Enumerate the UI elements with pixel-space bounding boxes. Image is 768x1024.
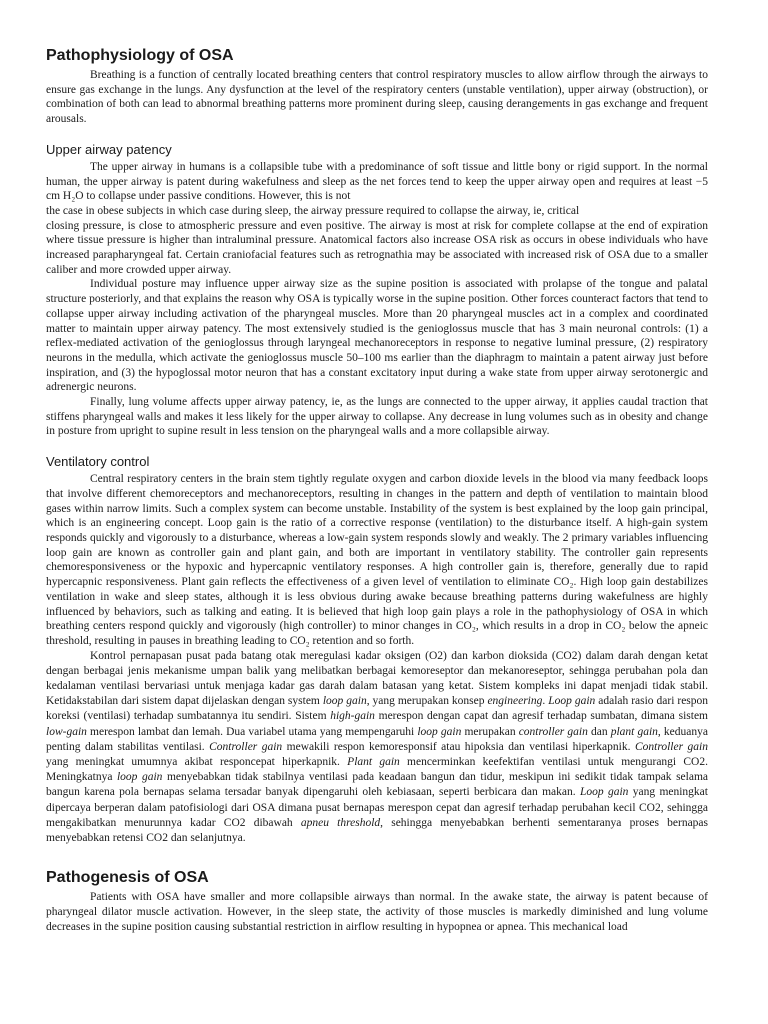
paragraph-upper-airway-1c: closing pressure, is close to atmospheric pressure and even positive. The airway is most at risk for complete collapse at the end of expiration where tissue pressure is higher than intraluminal pressure. Anatomical factors also increase OSA risk as occurs in obese individuals who have increased parapharyngeal fat. Certain craniofacial features such as retrognathia may be associated with increased risk of OSA due to a smaller caliber and more crowded upper airway. [46, 219, 708, 276]
term-italic: plant gain [610, 725, 658, 738]
text-run: merespon lambat dan lemah. Dua variabel utama yang mempengaruhi [86, 725, 418, 738]
paragraph-ventilatory-indonesian [46, 649, 708, 847]
text-run: , keduanya penting dalam stabilitas ventilasi. [46, 725, 708, 753]
paragraph-upper-airway-1b: the case in obese subjects in which case during sleep, the airway pressure required to collapse the airway, ie, critical [46, 204, 580, 217]
text-run: yang meningkat umumnya akibat responcepat hiperkapnik. [46, 756, 348, 769]
subsection-title-upper-airway: Upper airway patency [46, 141, 172, 157]
term-italic: loop gain [417, 725, 462, 738]
text-run: , yang merupakan konsep [366, 695, 488, 708]
text-run: Kontrol pernapasan pusat pada batang otak meregulasi kadar oksigen (O2) dan karbon dioksida (CO2) dalam darah dengan ketat dengan berbagai jenis mekanisme umpan balik yang melibatkan berbagai kemoreseptor dan mekanoreseptor, sehingga perubahan pola dan kedalaman ventilasi bervariasi untuk menjaga kadar gas darah dalam batasan yang ketat. Sistem kompleks ini dapat menjadi tidak stabil. Ketidakstabilan dari sistem dapat dijelaskan dengan system [46, 649, 708, 708]
text-run: menyebabkan tidak stabilnya ventilasi pada keadaan bangun dan tidur, meskipun ini sedikit tidak tampak selama bangun karena pola bernapas selama tersadar banyak dipengaruhi oleh kebiasaan, seperti berbicara dan makan. [46, 771, 709, 799]
term-italic: Controller gain [634, 740, 708, 753]
paragraph-upper-airway-3: Finally, lung volume affects upper airway patency, ie, as the lungs are connected to the upper airway, it applies caudal traction that stiffens pharyngeal walls and makes it less likely for the upper airway to collapse. Any decrease in lung volumes such as in obesity and change in posture from upright to supine result in less tension on the pharyngeal walls and a more collapsible airway. [46, 396, 708, 438]
term-italic: apneu threshold [300, 816, 381, 829]
text-run: merespon dengan capat dan agresif terhadap sumbatan, dimana sistem [374, 710, 708, 723]
paragraph-ventilatory-1: Central respiratory centers in the brain stem tightly regulate oxygen and carbon dioxide levels in the blood via many feedback loops that involve different chemoreceptors and mechanoreceptors, resulting in changes in the pattern and depth of ventilation to maintain blood gases within narrow limits. Such a complex system can become unstable. Instability of the system is best explained by the loop gain principal, which is an engineering concept. Loop gain is the ratio of a corrective response (ventilation) to the disturbance itself. A high-gain system responds quickly and vigorously to a disturbance, whereas a low-gain system responds slowly and weakly. The 2 primary variables influencing loop gain are known as controller gain and plant gain, and both are important in ventilatory stability. The controller gain represents chemoresponsiveness or the hypoxic and hypercapnic ventilatory responses. A high controller gain is, therefore, generally due to rapid hypercapnic responsiveness. Plant gain reflects the effectiveness of a given level of ventilation to eliminate CO₂. High loop gain destabilizes ventilation in wake and sleep states, although it is less obvious during awake because breathing patterns during wakefulness are highly influenced by behaviors, such as talking and eating. It is believed that high loop gain plays a role in the pathophysiology of OSA in which breathing centers respond quickly and vigorously (high controller) to minor changes in CO₂, which results in a drop in CO₂ below the apneic threshold, resulting in pauses in breathing leading to CO₂ retention and so forth. [46, 473, 708, 647]
subsection-title-ventilatory: Ventilatory control [46, 454, 150, 470]
text-run: merupakan [461, 725, 519, 738]
term-italic: loop gain [116, 771, 163, 784]
paragraph-upper-airway-2: Individual posture may influence upper airway size as the supine position is associated with prolapse of the tongue and palatal structure posteriorly, and that explains the reason why OSA is typically worse in the supine position. Other forces counteract factors that tend to collapse upper airway including activation of the pharyngeal muscles. More than 20 pharyngeal muscles act in a complex and coordinated matter to maintain upper airway patency. The most extensively studied is the genioglossus muscle that has 3 main neuronal controls: (1) a reflex-mediated activation of the genioglossus through laryngeal mechanoreceptors in response to negative luminal pressure, (2) respiratory neurons in the medulla, which activate the genioglossus muscle 50–100 ms earlier than the diaphragm to maintain a patent airway just before inspiration, and (3) the hypoglossal motor neuron that has a constant excitatory input during a wake state from upper airway serotonergic and adrenergic neurons. [46, 278, 708, 394]
section-title-pathophysiology: Pathophysiology of OSA [46, 47, 234, 64]
term-italic: low-gain [46, 725, 87, 738]
term-italic: Loop gain [548, 695, 596, 708]
term-italic: Controller gain [209, 740, 283, 753]
term-italic: controller gain [518, 725, 588, 738]
term-italic: Plant gain [347, 756, 400, 769]
text-run: mencerminkan keefektifan ventilasi untuk mengurangi CO2. Meningkatnya [46, 756, 708, 784]
term-italic: loop gain [322, 695, 367, 708]
term-italic: engineering [487, 695, 543, 708]
text-run: , sehingga menyebabkan berhenti sementaranya proses bernapas menyebabkan retensi CO2 dan selanjutnya. [46, 816, 709, 845]
text-run: . [542, 695, 549, 708]
section-title-pathogenesis: Pathogenesis of OSA [46, 869, 209, 887]
text-run: adalah rasio dari respon koreksi (ventilasi) terhadap sumbatannya itu sendiri. Sistem [46, 695, 709, 723]
paragraph-pathogenesis-1: Patients with OSA have smaller and more collapsible airways than normal. In the awake state, the airway is patent because of pharyngeal dilator muscle activation. However, in the sleep state, the activity of those muscles is markedly diminished and lung volume decreases in the supine position causing substantial restriction in airflow resulting in hypopnea or apnea. This mechanical load [46, 891, 708, 933]
paragraph-intro: Breathing is a function of centrally located breathing centers that control respiratory muscles to allow airflow through the airways to ensure gas exchange in the lungs. Any dysfunction at the level of the respiratory centers (unstable ventilation), upper airway (obstruction), or combination of both can lead to abnormal breathing patterns more prominent during sleep, causing derangements in gas exchange and frequent arousals. [46, 69, 708, 126]
text-run: yang meningkat dipercaya berperan dalam patofisiologi dari OSA dimana pusat bernapas merespon cepat dan agresif terhadap perubahan kecil CO2, sehingga mengakibatkan menurunnya kadar CO2 dibawah [46, 786, 708, 829]
text-run: dan [587, 725, 611, 738]
term-italic: high-gain [330, 710, 375, 723]
text-run: mewakili respon kemoresponsif atau hipoksia dan ventilasi hiperkapnik. [282, 740, 635, 753]
term-italic: Loop gain [579, 786, 629, 799]
paragraph-upper-airway-1a: The upper airway in humans is a collapsible tube with a predominance of soft tissue and little bony or rigid support. In the normal human, the upper airway is patent during wakefulness and sleep as the net forces tend to keep the upper airway open and requires at least −5 cm H₂O to collapse under passive conditions. However, this is not [46, 160, 708, 203]
